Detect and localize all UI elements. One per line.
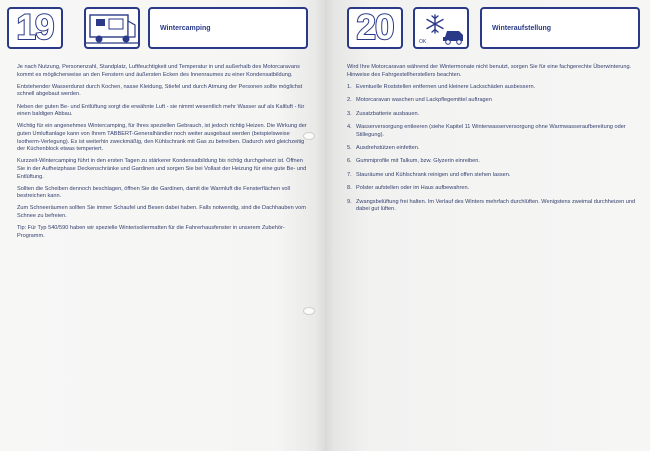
list-number: 7. — [347, 171, 352, 178]
right-page — [325, 0, 650, 451]
winter-storage-list — [347, 84, 639, 214]
left-body — [17, 64, 309, 245]
list-number: 5. — [347, 144, 352, 151]
list-item — [347, 97, 639, 105]
section-title: Wintercamping — [160, 24, 211, 32]
right-body — [347, 64, 639, 219]
binding-hole — [303, 307, 315, 315]
paragraph: Je nach Nutzung, Personenzahl, Standplatz, Luftfeuchtigkeit und Temperatur in und außerhalb des Motorcaravans kommt es möglicherweise an den Fenstern und äußersten Ecken des Innenraumes zu einer Kondensatbildung. — [17, 64, 300, 78]
list-number: 9. — [347, 198, 352, 205]
binding-hole — [303, 132, 315, 140]
list-text: Zwangsbelüftung frei halten. Im Verlauf des Winters mehrfach durchlüften. Wenigstens zweimal durchheizen und dabei gut lüften. — [356, 198, 636, 213]
paragraph: Wichtig für ein angenehmes Wintercamping, für Ihres speziellen Gebrauch, ist jedoch richtig Heizen. Die Wirkung der guten Umluftanlage kann von Ihrem TABBERT-Generalhändler noch weiter ausgebaut werden (beispielsweise Isotherm-Verlegung). Es ist weiterhin zweckmäßig, den Kühlschrank mit Gas zu betreiben. Dadurch wird gleichzeitig der Küchenblock etwas temperiert. — [17, 123, 307, 153]
list-item — [347, 124, 639, 139]
list-text: Stauräume und Kühlschrank reinigen und offen stehen lassen. — [356, 171, 511, 178]
intro-paragraph: Wird Ihre Motorcaravan während der Wintermonate nicht benutzt, sorgen Sie für eine fachgerechte Überwinterung. Hinweise des Fahrgestellherstellers beachten. — [347, 64, 632, 78]
list-item — [347, 185, 639, 193]
list-number: 3. — [347, 110, 352, 117]
list-item — [347, 172, 639, 180]
snowflake-car-icon — [413, 7, 469, 49]
list-item — [347, 158, 639, 166]
section-number: 20 — [356, 8, 394, 47]
section-title: Winteraufstellung — [492, 24, 552, 32]
paragraph: Tip: Für Typ 540/590 haben wir spezielle Winterisoliermatten für die Fahrerhausfenster in unserem Zubehör-Programm. — [17, 225, 285, 239]
paragraph: Neben der guten Be- und Entlüftung sorgt die erwähnte Luft - sie nimmt wesentlich mehr Wasser auf als Kaltluft - für einen baldigen Abbau. — [17, 103, 305, 118]
paragraph: Entstehender Wasserdunst durch Kochen, nasse Kleidung, Stiefel und durch Atmung der Personen sollte möglichst schnell abgebaut werden. — [17, 83, 303, 98]
section-title-box — [148, 7, 308, 49]
section-title-box — [480, 7, 640, 49]
list-text: Wasserversorgung entleeren (siehe Kapitel 11 Winterwasserversorgung ohne Warmwasseraufbereitung oder Stillegung). — [356, 123, 626, 138]
section-number-box — [347, 7, 403, 49]
svg-text:OK: OK — [419, 39, 427, 45]
list-text: Gummiprofile mit Talkum, bzw. Glyzerin einreiben. — [356, 158, 480, 165]
list-text: Eventuelle Roststellen entfernen und kleinere Lackschäden ausbessern. — [356, 83, 536, 90]
list-number: 2. — [347, 97, 352, 104]
list-text: Polster aufstellen oder im Haus aufbewahren. — [356, 185, 470, 192]
list-text: Motorcaravan waschen und Lackpflegemittel auftragen — [356, 97, 492, 104]
list-number: 6. — [347, 158, 352, 165]
list-item — [347, 111, 639, 119]
list-number: 4. — [347, 123, 352, 130]
paragraph: Zum Schneeräumen sollten Sie immer Schaufel und Besen dabei haben. Falls notwendig, sind die Dachhauben vom Schnee zu befreien. — [17, 205, 306, 220]
paragraph: Kurzzeit-Wintercamping führt in den ersten Tagen zu stärkerer Kondensatbildung bis richtig durchgeheizt ist. Öffnen Sie in der Aufheizphase Deckenschränke und Gardinen und sorgen Sie bei Vollast der Heizung für eine gute Be- und Entlüftung. — [17, 158, 307, 180]
section-number-box — [7, 7, 63, 49]
list-item — [347, 145, 639, 153]
paragraph: Sollten die Scheiben dennoch beschlagen, öffnen Sie die Gardinen, damit die Warmluft die Fensterflächen voll bestreichen kann. — [17, 185, 291, 200]
list-text: Zusatzbatterie ausbauen. — [356, 110, 420, 117]
section-number: 19 — [16, 8, 54, 47]
list-number: 1. — [347, 83, 352, 90]
list-number: 8. — [347, 185, 352, 192]
list-item — [347, 84, 639, 92]
list-text: Ausdrehstützen einfetten. — [356, 144, 420, 151]
list-item — [347, 199, 639, 214]
motorhome-winter-icon — [84, 7, 140, 49]
